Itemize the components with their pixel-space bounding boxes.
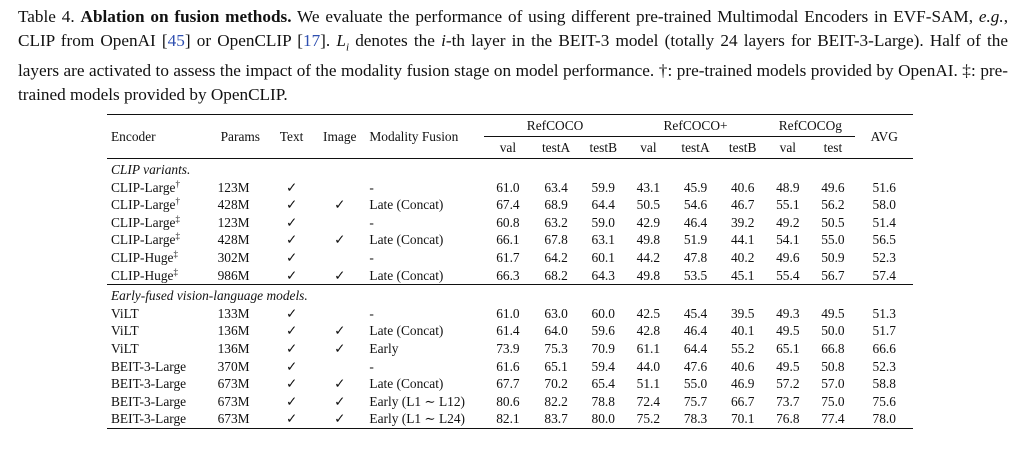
encoder-name: CLIP-Huge xyxy=(111,267,174,283)
cell-params: 123M xyxy=(217,214,250,230)
cell-refcoco-val: 73.9 xyxy=(496,340,520,356)
cell-image-check: ✓ xyxy=(334,376,346,392)
cell-refcoco-testB: 59.9 xyxy=(591,179,615,195)
cell-avg: 58.0 xyxy=(872,197,896,213)
source-mark: ‡ xyxy=(175,231,180,242)
cell-modality-fusion: Late (Concat) xyxy=(369,376,444,392)
cell-avg: 58.8 xyxy=(872,376,896,392)
cell-text-check: ✓ xyxy=(285,197,298,213)
cell-refcoco-testA: 64.2 xyxy=(544,249,568,265)
cell-params: 370M xyxy=(217,358,250,374)
header-modality-fusion: Modality Fusion xyxy=(369,128,459,144)
subheader-testB: testB xyxy=(728,139,757,155)
cell-modality-fusion: - xyxy=(369,214,374,230)
cell-refcocoplus-testB: 40.6 xyxy=(730,358,755,374)
cell-text-check: ✓ xyxy=(285,232,298,248)
cell-refcoco-testB: 64.3 xyxy=(591,267,615,283)
cell-avg: 51.3 xyxy=(872,305,896,321)
cell-refcocoplus-testB: 70.1 xyxy=(730,411,755,427)
caption-math-li: $L_i$ xyxy=(336,31,349,54)
cell-params: 428M xyxy=(217,197,250,213)
cell-refcoco-val: 67.4 xyxy=(496,197,520,213)
cell-refcocoplus-val: 49.8 xyxy=(636,232,661,248)
cell-refcocoplus-testA: 55.0 xyxy=(683,376,708,392)
cell-refcocoplus-val: 72.4 xyxy=(636,393,661,409)
cell-params: 302M xyxy=(217,249,250,265)
cell-refcocog-test: 55.0 xyxy=(821,232,845,248)
cell-modality-fusion: Late (Concat) xyxy=(369,232,444,248)
cell-refcocoplus-testA: 45.4 xyxy=(683,305,708,321)
cell-image-check: ✓ xyxy=(334,393,346,409)
cell-refcocoplus-testB: 39.5 xyxy=(730,305,755,321)
cell-image-check: ✓ xyxy=(334,323,346,339)
cell-refcoco-val: 61.7 xyxy=(496,249,520,265)
encoder-name: CLIP-Large xyxy=(111,197,176,213)
cell-refcocoplus-testA: 75.7 xyxy=(683,393,708,409)
cell-refcocog-val: 65.1 xyxy=(776,340,800,356)
cell-encoder xyxy=(107,179,212,197)
cell-refcocog-val: 54.1 xyxy=(776,232,800,248)
header-params: Params xyxy=(220,128,261,144)
cell-refcocog-test: 56.2 xyxy=(821,197,845,213)
cell-refcoco-val: 66.1 xyxy=(496,232,520,248)
cell-refcoco-testA: 83.7 xyxy=(544,411,568,427)
cell-refcoco-val: 61.6 xyxy=(496,358,520,374)
cell-refcocoplus-val: 42.9 xyxy=(636,214,661,230)
cell-text-check: ✓ xyxy=(285,323,298,339)
cell-refcocoplus-testA: 47.6 xyxy=(683,358,708,374)
cell-refcocog-val: 49.5 xyxy=(776,323,800,339)
table-row xyxy=(107,249,913,267)
cell-refcocoplus-testB: 40.2 xyxy=(730,249,755,265)
header-text: Text xyxy=(279,128,304,144)
citation-link-45[interactable]: 45 xyxy=(167,31,185,50)
source-mark: ‡ xyxy=(173,266,178,277)
table-row xyxy=(107,322,913,340)
cell-encoder xyxy=(107,393,212,411)
cell-image-check: ✓ xyxy=(334,267,346,283)
cell-image-check: ✓ xyxy=(334,197,346,213)
encoder-name: BEIT-3-Large xyxy=(111,393,187,409)
caption-text-4: ]. xyxy=(320,31,331,50)
caption-math-i: i xyxy=(441,31,446,50)
encoder-name: CLIP-Large xyxy=(111,179,176,195)
cell-refcocog-val: 55.1 xyxy=(776,197,800,213)
cell-image-check: ✓ xyxy=(334,340,346,356)
cell-params: 673M xyxy=(217,376,250,392)
cell-avg: 78.0 xyxy=(872,411,896,427)
cell-encoder xyxy=(107,358,212,376)
encoder-name: CLIP-Large xyxy=(111,214,176,230)
cell-modality-fusion: Late (Concat) xyxy=(369,267,444,283)
cell-refcocoplus-testA: 45.9 xyxy=(683,179,708,195)
group-header-row xyxy=(107,285,913,305)
cell-refcoco-testA: 70.2 xyxy=(544,376,568,392)
cell-refcocog-test: 50.8 xyxy=(821,358,845,374)
cell-refcoco-testA: 63.0 xyxy=(544,305,568,321)
citation-link-17[interactable]: 17 xyxy=(302,31,321,50)
cell-text-check: ✓ xyxy=(285,267,298,283)
encoder-name: ViLT xyxy=(111,340,139,356)
cell-params: 986M xyxy=(217,267,250,283)
cell-refcocoplus-val: 43.1 xyxy=(636,179,661,195)
cell-refcoco-testA: 63.4 xyxy=(544,179,568,195)
source-mark: † xyxy=(175,196,180,207)
cell-refcocog-val: 49.5 xyxy=(776,358,800,374)
cell-avg: 57.4 xyxy=(872,267,896,283)
cell-refcoco-val: 82.1 xyxy=(496,411,520,427)
cell-text-check: ✓ xyxy=(285,179,298,195)
cell-refcoco-testB: 59.4 xyxy=(591,358,615,374)
cell-image-check xyxy=(314,305,365,323)
cell-refcocoplus-testB: 66.7 xyxy=(730,393,755,409)
encoder-name: CLIP-Huge xyxy=(111,249,174,265)
cell-avg: 51.4 xyxy=(872,214,896,230)
caption-eg: e.g. xyxy=(978,7,1004,26)
cell-text-check: ✓ xyxy=(285,249,298,265)
caption-text-1: We evaluate the performance of using different pre-trained Multimodal Encoders in EVF-SAM, xyxy=(297,7,974,26)
cell-refcocog-test: 49.5 xyxy=(821,305,845,321)
cell-refcoco-val: 66.3 xyxy=(496,267,520,283)
source-mark: ‡ xyxy=(173,248,178,259)
cell-text-check: ✓ xyxy=(285,305,298,321)
cell-refcocog-test: 77.4 xyxy=(821,411,845,427)
cell-modality-fusion: Early xyxy=(369,340,399,356)
cell-encoder xyxy=(107,305,212,323)
cell-refcoco-testB: 60.0 xyxy=(591,305,615,321)
cell-text-check: ✓ xyxy=(285,411,298,427)
cell-refcocoplus-val: 50.5 xyxy=(636,197,661,213)
subheader-val: val xyxy=(499,139,517,155)
table-row xyxy=(107,410,913,428)
cell-params: 673M xyxy=(217,393,250,409)
cell-avg: 52.3 xyxy=(872,358,896,374)
caption-text-3: ] or OpenCLIP [ xyxy=(184,31,303,50)
cell-params: 133M xyxy=(217,305,250,321)
encoder-name: CLIP-Large xyxy=(111,232,176,248)
cell-refcocog-val: 49.3 xyxy=(776,305,800,321)
table-row xyxy=(107,393,913,411)
cell-refcoco-val: 80.6 xyxy=(496,393,520,409)
cell-refcoco-testB: 65.4 xyxy=(591,376,615,392)
cell-refcoco-testB: 63.1 xyxy=(591,232,615,248)
cell-refcocoplus-testB: 44.1 xyxy=(730,232,755,248)
cell-avg: 56.5 xyxy=(872,232,896,248)
table-row xyxy=(107,375,913,393)
table-row xyxy=(107,340,913,358)
cell-refcocog-test: 57.0 xyxy=(821,376,845,392)
cell-modality-fusion: - xyxy=(369,179,374,195)
cell-encoder xyxy=(107,214,212,232)
header-avg: AVG xyxy=(870,128,898,144)
table-row xyxy=(107,358,913,376)
cell-avg: 52.3 xyxy=(872,249,896,265)
cell-refcocog-test: 50.9 xyxy=(821,249,845,265)
cell-refcoco-testA: 67.8 xyxy=(544,232,568,248)
cell-refcocoplus-testA: 46.4 xyxy=(683,323,708,339)
cell-refcoco-val: 61.4 xyxy=(496,323,520,339)
cell-refcoco-testA: 68.9 xyxy=(544,197,568,213)
cell-encoder xyxy=(107,231,212,249)
cell-refcocoplus-testB: 46.7 xyxy=(730,197,755,213)
cell-image-check: ✓ xyxy=(334,411,346,427)
cell-refcoco-testB: 60.1 xyxy=(591,249,615,265)
cell-refcoco-testA: 63.2 xyxy=(544,214,568,230)
source-mark: ‡ xyxy=(175,213,180,224)
cell-refcocoplus-testA: 53.5 xyxy=(683,267,708,283)
group-header-row xyxy=(107,159,913,179)
group-title: CLIP variants. xyxy=(111,162,191,177)
header-encoder: Encoder xyxy=(111,128,156,144)
cell-encoder xyxy=(107,410,212,428)
header-refcoco: RefCOCO xyxy=(484,115,625,137)
cell-refcocoplus-val: 61.1 xyxy=(636,340,661,356)
cell-refcocog-val: 49.2 xyxy=(776,214,800,230)
cell-params: 136M xyxy=(217,340,250,356)
cell-text-check: ✓ xyxy=(285,214,298,230)
ablation-table xyxy=(107,114,913,429)
cell-avg: 51.6 xyxy=(872,179,896,195)
cell-refcocog-val: 55.4 xyxy=(776,267,800,283)
cell-refcocoplus-val: 44.0 xyxy=(636,358,661,374)
table-row xyxy=(107,214,913,232)
cell-encoder xyxy=(107,322,212,340)
cell-refcocoplus-testB: 39.2 xyxy=(730,214,755,230)
cell-refcocoplus-testB: 40.1 xyxy=(730,323,755,339)
cell-refcocog-val: 57.2 xyxy=(776,376,800,392)
cell-refcoco-testA: 65.1 xyxy=(544,358,568,374)
cell-refcocog-test: 66.8 xyxy=(821,340,845,356)
cell-params: 673M xyxy=(217,411,250,427)
cell-refcocoplus-val: 42.8 xyxy=(636,323,661,339)
cell-avg: 66.6 xyxy=(872,340,896,356)
cell-refcocoplus-val: 75.2 xyxy=(636,411,661,427)
source-mark: † xyxy=(175,178,180,189)
cell-refcocoplus-testA: 64.4 xyxy=(683,340,708,356)
cell-encoder xyxy=(107,375,212,393)
group-title: Early-fused vision-language models. xyxy=(111,288,308,304)
cell-text-check: ✓ xyxy=(285,376,298,392)
cell-refcoco-val: 67.7 xyxy=(496,376,520,392)
header-image: Image xyxy=(323,128,357,144)
cell-refcocog-test: 75.0 xyxy=(821,393,845,409)
cell-modality-fusion: Early (L1 ∼ L12) xyxy=(369,393,466,409)
cell-refcoco-testB: 64.4 xyxy=(591,197,615,213)
encoder-name: BEIT-3-Large xyxy=(111,358,187,374)
cell-refcocoplus-testB: 46.9 xyxy=(730,376,755,392)
cell-refcoco-val: 61.0 xyxy=(496,179,520,195)
cell-encoder xyxy=(107,249,212,267)
subheader-test: test xyxy=(823,139,843,155)
cell-encoder xyxy=(107,196,212,214)
cell-refcoco-testB: 78.8 xyxy=(591,393,615,409)
cell-text-check: ✓ xyxy=(285,340,298,356)
cell-refcoco-val: 61.0 xyxy=(496,305,520,321)
cell-refcocog-val: 76.8 xyxy=(776,411,800,427)
subheader-val: val xyxy=(779,139,796,155)
cell-refcocog-test: 50.0 xyxy=(821,323,845,339)
subheader-val: val xyxy=(640,139,657,155)
cell-encoder xyxy=(107,340,212,358)
caption-text-5: denotes the xyxy=(355,31,435,50)
cell-modality-fusion: - xyxy=(369,305,374,321)
cell-refcocog-test: 50.5 xyxy=(821,214,845,230)
cell-params: 428M xyxy=(217,232,250,248)
cell-refcoco-testA: 75.3 xyxy=(544,340,568,356)
table-row xyxy=(107,231,913,249)
cell-avg: 51.7 xyxy=(872,323,896,339)
cell-refcocoplus-testA: 46.4 xyxy=(683,214,708,230)
cell-refcocoplus-testB: 55.2 xyxy=(730,340,755,356)
cell-refcocoplus-testA: 78.3 xyxy=(683,411,708,427)
cell-refcocoplus-testA: 47.8 xyxy=(683,249,708,265)
cell-refcoco-testA: 64.0 xyxy=(544,323,568,339)
encoder-name: BEIT-3-Large xyxy=(111,411,187,427)
cell-text-check: ✓ xyxy=(285,393,298,409)
cell-modality-fusion: Early (L1 ∼ L24) xyxy=(369,411,466,427)
cell-refcoco-testB: 80.0 xyxy=(591,411,615,427)
cell-refcocoplus-testA: 54.6 xyxy=(683,197,708,213)
cell-image-check xyxy=(314,214,365,232)
cell-refcocog-val: 73.7 xyxy=(776,393,800,409)
cell-refcoco-testB: 59.0 xyxy=(591,214,615,230)
header-refcocog: RefCOCOg xyxy=(765,115,855,137)
cell-image-check xyxy=(314,358,365,376)
cell-text-check: ✓ xyxy=(285,358,298,374)
cell-refcoco-val: 60.8 xyxy=(496,214,520,230)
cell-refcocog-val: 49.6 xyxy=(776,249,800,265)
table-row xyxy=(107,196,913,214)
cell-refcocoplus-val: 51.1 xyxy=(636,376,661,392)
cell-params: 136M xyxy=(217,323,250,339)
table-row xyxy=(107,305,913,323)
cell-modality-fusion: Late (Concat) xyxy=(369,197,444,213)
caption-title: Ablation on fusion methods. xyxy=(80,7,292,26)
cell-refcocoplus-val: 44.2 xyxy=(636,249,661,265)
cell-modality-fusion: - xyxy=(369,249,374,265)
cell-refcocog-test: 56.7 xyxy=(821,267,845,283)
subheader-testA: testA xyxy=(681,139,710,155)
cell-modality-fusion: - xyxy=(369,358,374,374)
cell-refcoco-testB: 59.6 xyxy=(591,323,615,339)
caption-text-2: , CLIP from OpenAI [ xyxy=(18,7,1008,50)
caption-label: Table 4. xyxy=(18,7,75,26)
cell-refcocoplus-testB: 45.1 xyxy=(730,267,755,283)
cell-refcocoplus-val: 42.5 xyxy=(636,305,661,321)
table-caption xyxy=(18,5,1008,107)
cell-refcocoplus-testA: 51.9 xyxy=(683,232,708,248)
cell-refcocog-test: 49.6 xyxy=(821,179,845,195)
cell-image-check xyxy=(314,249,365,267)
table-row xyxy=(107,267,913,285)
table-row xyxy=(107,179,913,197)
subheader-testA: testA xyxy=(541,139,571,155)
encoder-name: ViLT xyxy=(111,305,139,321)
encoder-name: BEIT-3-Large xyxy=(111,376,187,392)
cell-refcoco-testB: 70.9 xyxy=(591,340,615,356)
cell-image-check xyxy=(314,179,365,197)
subheader-testB: testB xyxy=(589,139,618,155)
cell-params: 123M xyxy=(217,179,250,195)
cell-refcoco-testA: 82.2 xyxy=(544,393,568,409)
cell-refcocog-val: 48.9 xyxy=(776,179,800,195)
cell-image-check: ✓ xyxy=(334,232,346,248)
cell-avg: 75.6 xyxy=(872,393,896,409)
cell-encoder xyxy=(107,267,212,285)
cell-modality-fusion: Late (Concat) xyxy=(369,323,444,339)
cell-refcocoplus-val: 49.8 xyxy=(636,267,661,283)
table-body xyxy=(107,159,913,429)
encoder-name: ViLT xyxy=(111,323,139,339)
caption-text-6: -th layer in the BEIT-3 model (totally 24 layers for BEIT-3-Large). Half of the layers are activated to assess the impact of the modality fusion stage on model performance. †: pre-trained models provided by OpenAI. ‡: pre-trained models provided by OpenCLIP. xyxy=(18,31,1009,105)
header-refcocoplus: RefCOCO+ xyxy=(626,115,765,137)
cell-refcocoplus-testB: 40.6 xyxy=(730,179,755,195)
cell-refcoco-testA: 68.2 xyxy=(544,267,568,283)
